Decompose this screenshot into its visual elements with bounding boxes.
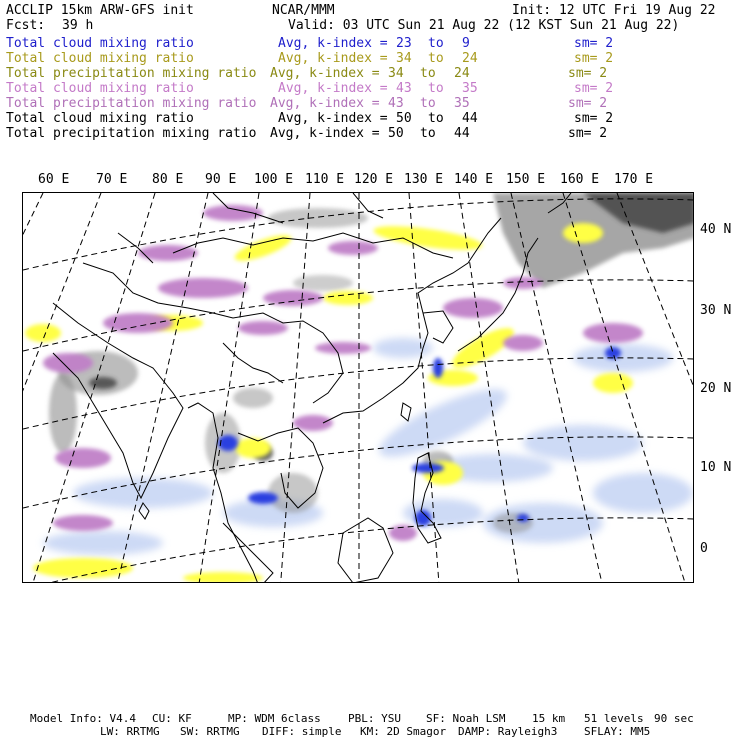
legend-smoothing: sm= 2 [568,126,608,141]
latitude-label: 0 [700,541,708,556]
legend-avg: Avg, k-index = [278,36,388,51]
longitude-label: 170 E [614,172,654,187]
legend-k-start: 34 [396,51,412,66]
footer-resolution: 15 km [532,712,566,725]
legend-to: to [428,51,444,66]
latitude-label: 10 N [700,460,732,475]
legend-smoothing: sm= 2 [568,96,608,111]
legend-avg: Avg, k-index = [270,126,380,141]
legend-k-start: 34 [388,66,404,81]
footer-shortwave: SW: RRTMG [180,725,240,738]
legend-k-end: 35 [454,96,470,111]
organization-label: NCAR/MMM [272,3,335,18]
longitude-label: 70 E [96,172,128,187]
legend-field: Total cloud mixing ratio [6,36,194,51]
legend-field: Total cloud mixing ratio [6,81,194,96]
legend-smoothing: sm= 2 [574,36,614,51]
latitude-label: 20 N [700,381,732,396]
legend-to: to [428,36,444,51]
legend-k-start: 50 [396,111,412,126]
legend-k-end: 24 [454,66,470,81]
longitude-label: 60 E [38,172,70,187]
latitude-label: 40 N [700,222,732,237]
legend-field: Total cloud mixing ratio [6,51,194,66]
legend-to: to [428,81,444,96]
longitude-label: 140 E [454,172,494,187]
forecast-label: Fcst: [6,18,46,33]
longitude-label: 80 E [152,172,184,187]
legend-to: to [420,66,436,81]
legend-smoothing: sm= 2 [574,111,614,126]
legend-k-end: 24 [462,51,478,66]
legend-avg: Avg, k-index = [278,111,388,126]
footer-surface: SF: Noah LSM [426,712,506,725]
legend-k-start: 43 [396,81,412,96]
legend-avg: Avg, k-index = [278,51,388,66]
legend-k-end: 44 [454,126,470,141]
legend-k-start: 43 [388,96,404,111]
legend-k-start: 23 [396,36,412,51]
footer-surface-layer: SFLAY: MM5 [584,725,651,738]
footer-longwave: LW: RRTMG [100,725,160,738]
legend-k-end: 35 [462,81,478,96]
latitude-label: 30 N [700,303,732,318]
legend-avg: Avg, k-index = [270,96,380,111]
legend-to: to [420,96,436,111]
longitude-line [23,193,43,583]
footer-microphysics: MP: WDM 6class [228,712,321,725]
legend-field: Total cloud mixing ratio [6,111,194,126]
footer-diffusion: DIFF: simple [262,725,342,738]
init-time: Init: 12 UTC Fri 19 Aug 22 [512,3,716,18]
footer-cumulus: CU: KF [152,712,192,725]
map-canvas [23,193,694,583]
footer-damping: DAMP: Rayleigh3 [458,725,558,738]
legend-smoothing: sm= 2 [574,51,614,66]
footer-levels: 51 levels [584,712,644,725]
forecast-map [22,192,694,583]
legend-k-start: 50 [388,126,404,141]
legend-avg: Avg, k-index = [270,66,380,81]
footer-km: KM: 2D Smagor [360,725,447,738]
longitude-label: 120 E [354,172,394,187]
legend-field: Total precipitation mixing ratio [6,126,257,141]
legend-field: Total precipitation mixing ratio [6,66,257,81]
legend-to: to [428,111,444,126]
longitude-label: 150 E [506,172,546,187]
longitude-label: 160 E [560,172,600,187]
footer-timestep: 90 sec [654,712,694,725]
legend-to: to [420,126,436,141]
legend-k-end: 9 [462,36,470,51]
footer-pbl: PBL: YSU [348,712,401,725]
longitude-label: 110 E [305,172,345,187]
longitude-label: 130 E [404,172,444,187]
forecast-hour: 39 h [62,18,94,33]
legend-avg: Avg, k-index = [278,81,388,96]
model-title: ACCLIP 15km ARW-GFS init [6,3,194,18]
legend-smoothing: sm= 2 [568,66,608,81]
valid-time: Valid: 03 UTC Sun 21 Aug 22 (12 KST Sun 21 Aug 22) [288,18,680,33]
longitude-label: 90 E [205,172,237,187]
longitude-axis [0,172,740,188]
longitude-label: 100 E [254,172,294,187]
legend-k-end: 44 [462,111,478,126]
legend-smoothing: sm= 2 [574,81,614,96]
footer-model-info: Model Info: V4.4 [30,712,136,725]
legend-field: Total precipitation mixing ratio [6,96,257,111]
